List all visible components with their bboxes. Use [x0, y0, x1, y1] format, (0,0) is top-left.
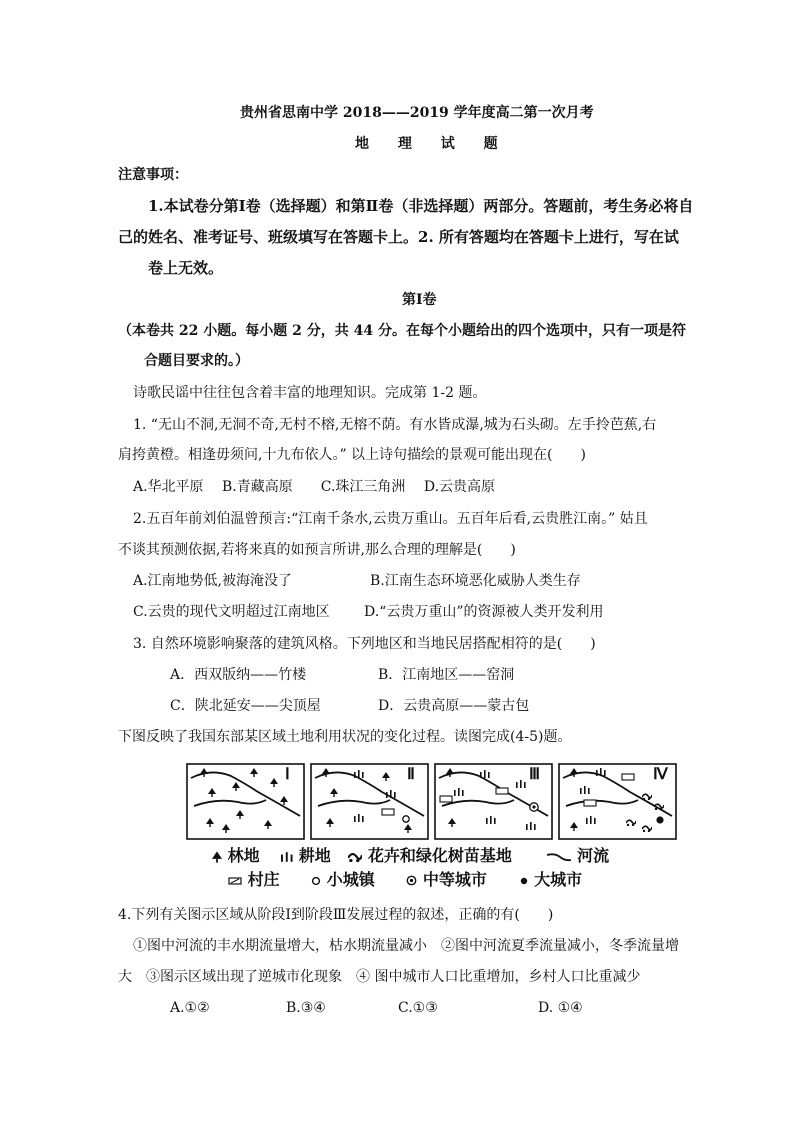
river-icon — [546, 851, 572, 863]
stage-map-2 — [311, 764, 428, 839]
q3-option-a: A．西双版纳——竹楼 — [170, 667, 307, 683]
q3-line-1: 3. 自然环境影响聚落的建筑风格。下列地区和当地民居搭配相符的是( ) — [133, 636, 596, 652]
q1-line-1: 1. “无山不洞,无洞不奇,无村不榕,无榕不荫。有水皆成瀑,城为石头砌。左手拎芭蕉,右 — [133, 417, 657, 433]
q2-option-a: A.江南地势低,被海淹没了 — [133, 573, 293, 589]
stage-label-2: Ⅱ — [407, 766, 415, 783]
notice-heading: 注意事项： — [118, 167, 188, 183]
section-intro-2: 合题目要求的。） — [144, 353, 249, 369]
q2-line-1: 2.五百年前刘伯温曾预言:“江南千条水,云贵万重山。五百年后看,云贵胜江南。” 姑且 — [133, 511, 648, 527]
q4-line-1: 4.下列有关图示区域从阶段Ⅰ到阶段Ⅲ发展过程的叙述，正确的有( ) — [118, 907, 554, 923]
group1-lead: 诗歌民谣中往往包含着丰富的地理知识。完成第 1-2 题。 — [133, 385, 487, 401]
farmland-icon — [281, 852, 293, 862]
q2-line-2: 不谈其预测依据,若将来真的如预言所讲,那么合理的理解是( ) — [118, 542, 516, 558]
legend-forest: 林地 — [227, 846, 260, 865]
legend-mid-city: 中等城市 — [422, 870, 487, 889]
q1-line-2: 肩挎黄橙。相逢毋须问,十九布依人。” 以上诗句描绘的景观可能出现在( ) — [118, 447, 586, 463]
q2-option-c: C.云贵的现代文明超过江南地区 — [133, 604, 330, 620]
notice-line-3: 卷上无效。 — [148, 259, 224, 277]
nursery-icon — [348, 851, 362, 862]
q3-option-c: C．陕北延安——尖顶屋 — [170, 698, 321, 714]
q4-line-2: ①图中河流的丰水期流量增大，枯水期流量减小 ②图中河流夏季流量减小，冬季流量增 — [133, 938, 679, 954]
small-town-icon — [311, 876, 321, 886]
forest-icon — [212, 851, 222, 863]
legend-river: 河流 — [577, 846, 610, 865]
legend-small-town: 小城镇 — [326, 870, 375, 889]
q4-line-3: 大 ③图示区域出现了逆城市化现象 ④ 图中城市人口比重增加，乡村人口比重减少 — [118, 969, 641, 985]
stage-map-1 — [187, 764, 304, 839]
q4-option-c: C.①③ — [398, 1000, 438, 1016]
q4-option-a: A.①② — [170, 1000, 210, 1016]
legend-nursery: 花卉和绿化树苗基地 — [367, 846, 512, 865]
mid-city-icon — [406, 875, 417, 886]
map-legend-row-2 — [228, 869, 582, 891]
section-intro-1: （本卷共 22 小题。每小题 2 分，共 44 分。在每个小题给出的四个选项中，只有一项是符 — [118, 323, 686, 339]
land-use-stage-maps — [186, 762, 682, 842]
exam-title: 贵州省思南中学 2018——2019 学年度高二第一次月考 — [240, 105, 594, 121]
q4-option-d: D. ①④ — [538, 1000, 583, 1016]
legend-farmland: 耕地 — [298, 846, 331, 865]
stage-label-1: Ⅰ — [285, 766, 290, 783]
big-city-icon — [519, 876, 529, 886]
section-heading: 第Ⅰ卷 — [402, 292, 437, 308]
stage-map-3 — [435, 764, 552, 839]
stage-label-4: Ⅳ — [653, 766, 668, 783]
exam-subject: 地 理 试 题 — [355, 136, 510, 152]
map-legend-row-1 — [212, 845, 609, 867]
group2-lead: 下图反映了我国东部某区域土地利用状况的变化过程。读图完成(4-5)题。 — [118, 729, 572, 745]
legend-village: 村庄 — [247, 870, 280, 889]
q4-option-b: B.③④ — [286, 1000, 326, 1016]
notice-line-2: 己的姓名、准考证号、班级填写在答题卡上。2. 所有答题均在答题卡上进行，写在试 — [118, 228, 679, 246]
q2-option-d: D.“云贵万重山”的资源被人类开发利用 — [364, 604, 604, 620]
village-icon — [228, 877, 242, 885]
stage-map-4 — [559, 764, 676, 839]
legend-big-city: 大城市 — [534, 870, 583, 889]
stage-label-3: Ⅲ — [529, 766, 541, 783]
q3-option-b: B．江南地区——窑洞 — [378, 667, 515, 683]
q3-option-d: D．云贵高原——蒙古包 — [378, 698, 530, 714]
q1-options: A.华北平原 B.青藏高原 C.珠江三角洲 D.云贵高原 — [133, 479, 496, 495]
q2-option-b: B.江南生态环境恶化威胁人类生存 — [370, 573, 581, 589]
notice-line-1: 1.本试卷分第Ⅰ卷（选择题）和第Ⅱ卷（非选择题）两部分。答题前，考生务必将自 — [148, 197, 694, 215]
